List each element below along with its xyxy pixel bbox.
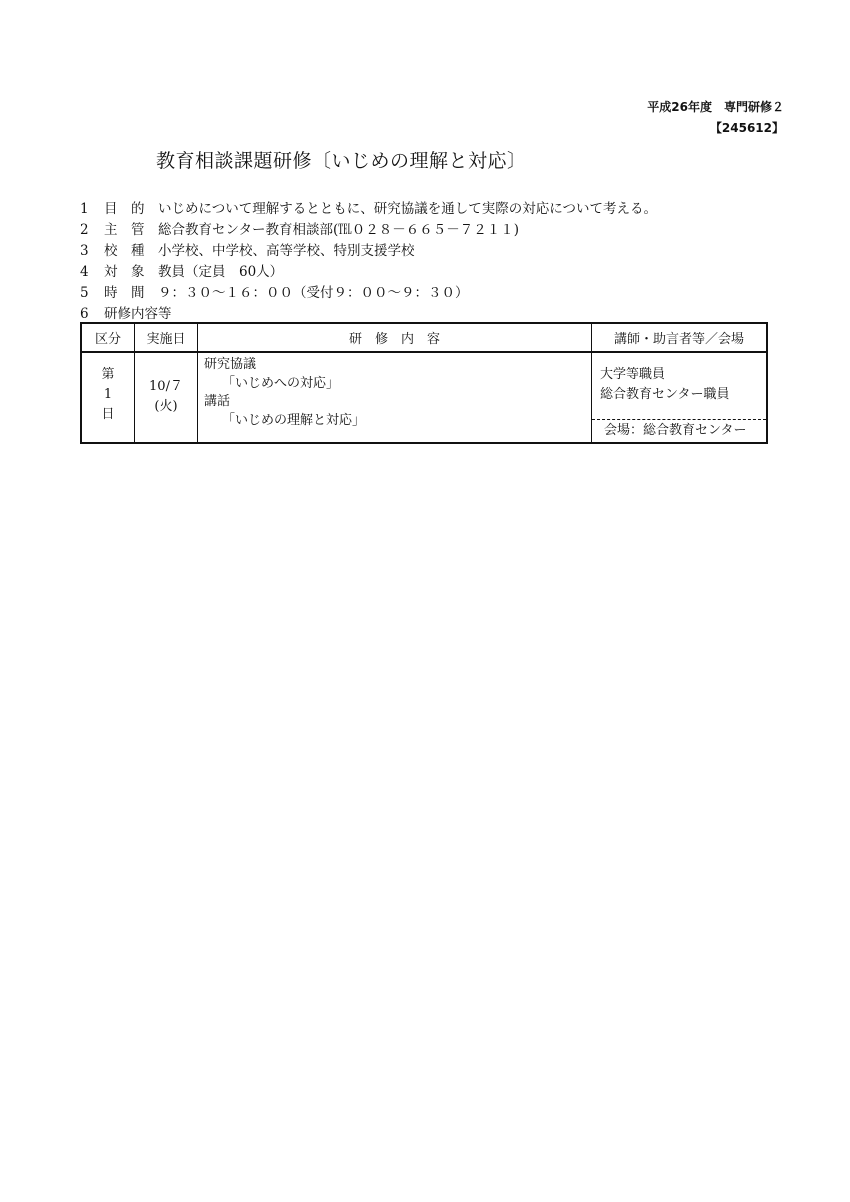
- instructor-line: 大学等職員: [600, 367, 666, 382]
- header-course-code: 【245612】: [709, 121, 784, 135]
- instructor-cell: [592, 352, 768, 443]
- content-line: 「いじめの理解と対応」: [222, 412, 366, 428]
- outline-item-target: [80, 262, 657, 283]
- weekday-text: (火): [154, 399, 178, 414]
- schedule-table: [80, 322, 768, 444]
- day-cell: [81, 352, 135, 443]
- table-header-row: [81, 323, 767, 352]
- table-row: [81, 352, 767, 443]
- date-text: 10/７: [149, 379, 183, 394]
- item-number: 4: [80, 264, 89, 280]
- item-label: 研修内容等: [104, 306, 172, 322]
- item-text: いじめについて理解するとともに、研究協議を通して実際の対応について考える。: [158, 201, 657, 217]
- item-text: ９：３０～１６：００（受付９：００～９：３０）: [158, 285, 469, 301]
- item-label: 校 種: [104, 243, 145, 259]
- outline-item-organizer: [80, 220, 657, 241]
- header-year-label: 平成26年度 専門研修２: [647, 100, 784, 114]
- item-number: 6: [80, 306, 89, 322]
- venue-text: 会場：総合教育センター: [604, 423, 747, 438]
- header-instructors: 講師・助言者等／会場: [592, 323, 768, 352]
- instructor-line: 総合教育センター職員: [600, 387, 730, 402]
- date-cell: [135, 352, 198, 443]
- item-text: 教員（定員 60人）: [158, 264, 284, 280]
- header-category: 区分: [81, 323, 135, 352]
- content-cell: [198, 352, 592, 443]
- item-text: 小学校、中学校、高等学校、特別支援学校: [158, 243, 415, 259]
- content-line: 「いじめへの対応」: [222, 375, 340, 391]
- item-number: 3: [80, 243, 89, 259]
- outline-list: [80, 199, 657, 325]
- item-number: 1: [80, 201, 89, 217]
- outline-item-time: [80, 283, 657, 304]
- item-number: 2: [80, 222, 89, 238]
- outline-item-purpose: [80, 199, 657, 220]
- page-title: 教育相談課題研修〔いじめの理解と対応〕: [156, 150, 527, 172]
- content-line: 講話: [204, 394, 231, 409]
- content-line: 研究協議: [204, 357, 257, 372]
- day-char: 第: [101, 367, 115, 382]
- item-label: 対 象: [104, 264, 145, 280]
- item-text: 総合教育センター教育相談部(℡０２８－６６５－７２１１): [158, 222, 519, 238]
- item-label: 目 的: [104, 201, 145, 217]
- day-char: 1: [103, 387, 113, 402]
- day-char: 日: [101, 407, 115, 422]
- header-date: 実施日: [135, 323, 198, 352]
- item-label: 主 管: [104, 222, 145, 238]
- header-content: 研 修 内 容: [198, 323, 592, 352]
- item-number: 5: [80, 285, 89, 301]
- item-label: 時 間: [104, 285, 145, 301]
- outline-item-school-type: [80, 241, 657, 262]
